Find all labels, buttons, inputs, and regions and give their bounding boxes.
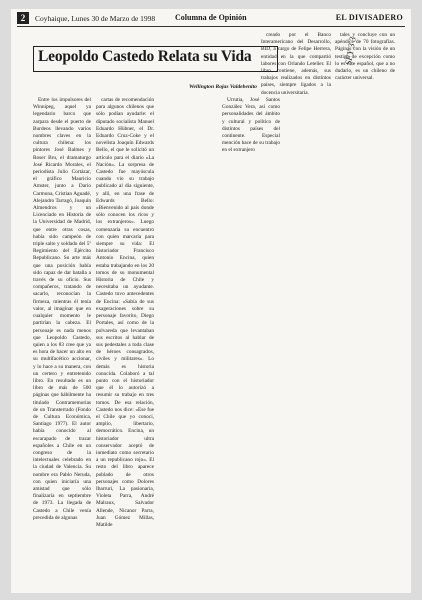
article-column-prev-b: tales y concluye con un apéndice de 70 fotografías. Páginas con la visión de un testigo de excepción como lo es este español, que a no dudarlo, es un chileno de carácter universal.: [335, 32, 395, 82]
article-column-1: Entre los impulsores del Winnipeg, aquel ya legendario barco que zarpara desde el puerto de Burdeos llevando varios nombres claves en la cultura chilena: los pintores José Balmes y Roser Bru, el dramaturgo José Ricardo Morales, el periodista Julio Cortázar, el gráfico Mauricio Amster, junto a Darío Carmona, Cristian Aguadé, Alejandro Tarragó, Joaquín Almendros y un Licenciado en Historia de la Universidad de Madrid, que entre otras cosas, había sido campeón de triple salto y soldado del 5º Regimiento del Ejército Republicano. Su arte más que una posición había sido capaz de dar batalla a través de su oficio. Sus compañeros, tratando de sacarlo, reconocían la firmeza, mientras él tenía valor, al imaginar que en cualquier momento le partirían la cabeza. El personaje es nada menos que Leopoldo Castedo, quien a los 83 cree que ya es hora de hacer un alto en su multifacético accionar, y lo hace a su manera, con un certero y entretenido libro. En resultado es un libro de más de 500 páginas que hábilmente ha titulado Contramemorias de un Transterrado (Fondo de Cultura Económica, Santiago 1977). El autor había conocido al escarapado de trazar españoles a Chile en un congreso de la intelectuales celebrado en la ciudad de Valencia. Su nombre era Pablo Neruda, con quien iniciaría una amistad que sólo finalizaría en septiembre de 1973. La llegada de Castedo a Chile venía precedida de algunas: [33, 97, 91, 521]
page-header: [17, 12, 405, 27]
article-column-2: cartas de recomendación para algunos chilenos que sólo podían ayudarle: el diputado socialista Manuel Eduardo Hübner, el Dr. Eduardo Cruz-Coke y el novelista Joaquín Edwards Bello, el que le solicitó un artículo para el diario «La Nación». La sorpresa de Castedo fue mayúscula cuando vio su trabajo publicado al día siguiente, y allí, en una frase de Edwards Bello: «Bienvenido al país donde sólo conocen los ricos y los extranjeros». Luego comenzaría su encuentro con quien marcaría para siempre su vida: El historiador Francisco Antonio Encina, quien estaba trabajando en los 20 tomos de su monumental Historia de Chile y necesitaba un ayudante. Castedo tuvo antecedentes de Encina: «Sabía de sus exageraciones sobre su personaje favorito, Diego Portales, así como de la polvareda que levantaban sus escritos al hablar de sus pedestales a toda clase de héroes consagrados, civiles y militares». Lo demás es historia conocida. Colaboró a tal punto con el historiador que él lo autorizó a resumir su trabajo en tres tomos. De esa relación, Castedo nos dice: «Ese fue el Chile que yo conocí, amplio, libertario, democrático. Encina, un historiador ultra conservador aceptó de inmediato como secretario a un republicano rojo». El resto del libro aparece poblado de otros personajes como Dolores Ibarruri, La pasionaria, Violeta Parra, André Malraux, Salvador Allende, Nicanor Parra, Juan Gómez Millas, Matilde: [96, 97, 154, 528]
section-name: Columna de Opinión: [175, 13, 247, 22]
article-column-3: Urrutia, José Santos González Vera, así como personalidades del ámbito y cultural y político de distintos países del continente. Especial mención hace de su trabajo en el extranjero: [222, 97, 280, 154]
handwritten-note: SFY 3 3: [343, 35, 358, 66]
newspaper-name: EL DIVISADERO: [335, 13, 403, 22]
newspaper-page: [11, 9, 411, 593]
page-number: 2: [17, 12, 29, 24]
article-column-prev-a: creado por el Banco Interamericano del Desarrollo, BID, a cargo de Felipe Herrera, entidad en la que compartió labores con Orlando Letelier. El libro contiene, además, sus trabajos realizados en distintos países, siempre ligados a la docencia universitaria.: [261, 32, 331, 96]
headline: Leopoldo Castedo Relata su Vida: [38, 48, 252, 65]
byline: Wellington Rojas Valdebenito: [189, 84, 257, 90]
dateline: Coyhaique, Lunes 30 de Marzo de 1998: [35, 14, 156, 23]
headline-box: [33, 46, 278, 72]
